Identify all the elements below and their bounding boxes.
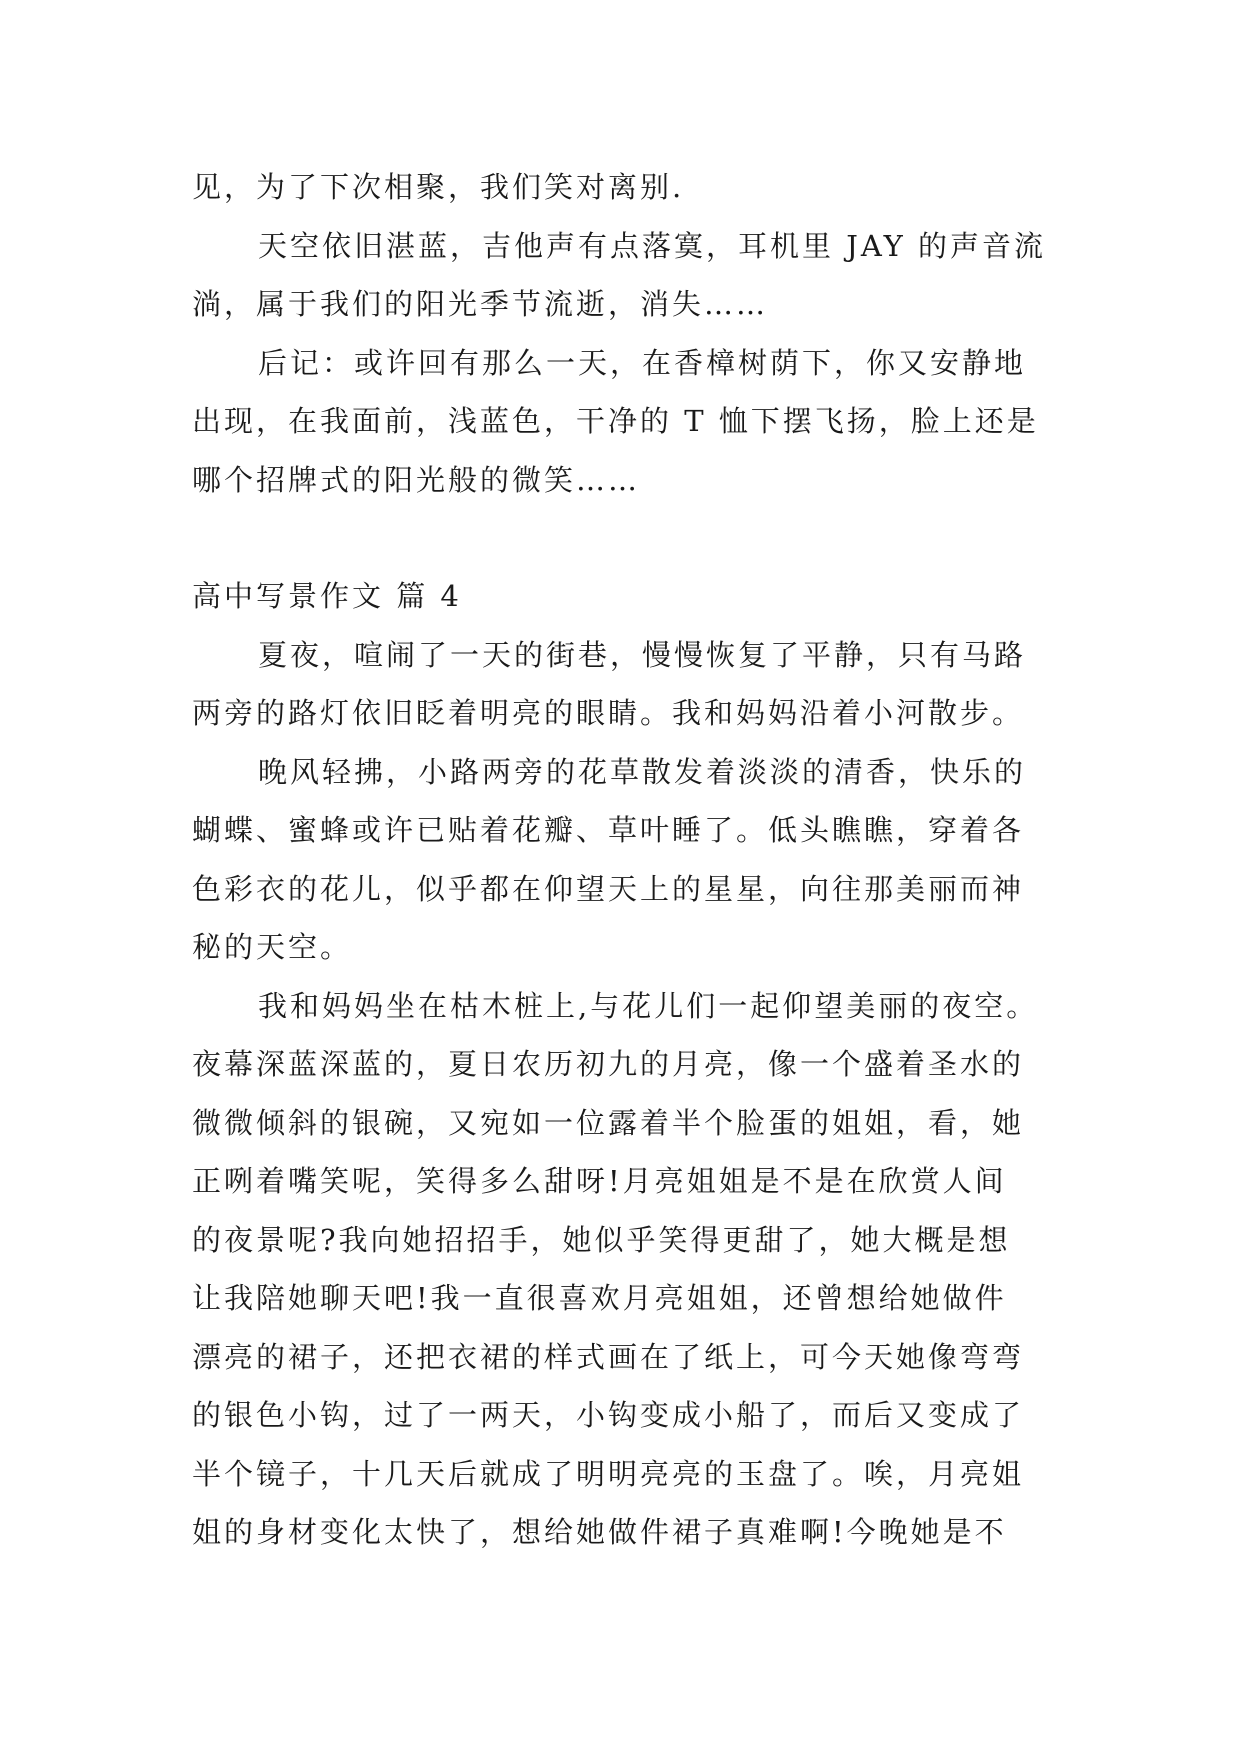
text-line: 淌，属于我们的阳光季节流逝，消失……	[192, 287, 769, 321]
paragraph-start-line: 天空依旧湛蓝，吉他声有点落寞，耳机里 JAY 的声音流	[258, 228, 1046, 263]
text-line: 出现，在我面前，浅蓝色，干净的 T 恤下摆飞扬，脸上还是	[192, 404, 1039, 438]
text-line: 的夜景呢?我向她招招手，她似乎笑得更甜了，她大概是想	[192, 1222, 1011, 1257]
section-title: 高中写景作文 篇 4	[192, 579, 462, 613]
text-line: 的银色小钩，过了一两天，小钩变成小船了，而后又变成了	[192, 1398, 1025, 1432]
text-line: 让我陪她聊天吧!我一直很喜欢月亮姐姐，还曾想给她做件	[192, 1281, 1007, 1315]
text-line: 色彩衣的花儿，似乎都在仰望天上的星星，向往那美丽而神	[192, 871, 1025, 906]
paragraph-start-line: 后记：或许回有那么一天，在香樟树荫下，你又安静地	[258, 345, 1027, 380]
document-body	[192, 158, 1072, 1562]
paragraph-start-line: 我和妈妈坐在枯木桩上,与花儿们一起仰望美丽的夜空。	[258, 988, 1039, 1023]
text-line: 两旁的路灯依旧眨着明亮的眼睛。我和妈妈沿着小河散步。	[192, 696, 1025, 730]
text-line: 漂亮的裙子，还把衣裙的样式画在了纸上，可今天她像弯弯	[192, 1339, 1025, 1374]
text-line: 秘的天空。	[192, 930, 353, 964]
text-line: 蝴蝶、蜜蜂或许已贴着花瓣、草叶睡了。低头瞧瞧，穿着各	[192, 813, 1025, 847]
text-line: 夜幕深蓝深蓝的，夏日农历初九的月亮，像一个盛着圣水的	[192, 1047, 1025, 1081]
text-line: 半个镜子，十几天后就成了明明亮亮的玉盘了。唉，月亮姐	[192, 1456, 1025, 1491]
paragraph-start-line: 晚风轻拂，小路两旁的花草散发着淡淡的清香，快乐的	[258, 754, 1027, 789]
section-gap	[192, 509, 1072, 567]
text-line: 微微倾斜的银碗，又宛如一位露着半个脸蛋的姐姐，看，她	[192, 1105, 1025, 1140]
text-line: 姐的身材变化太快了，想给她做件裙子真难啊!今晚她是不	[192, 1515, 1007, 1549]
text-line: 正咧着嘴笑呢，笑得多么甜呀!月亮姐姐是不是在欣赏人间	[192, 1164, 1007, 1198]
paragraph-start-line: 夏夜，喧闹了一天的街巷，慢慢恢复了平静，只有马路	[258, 637, 1027, 672]
text-line: 哪个招牌式的阳光般的微笑……	[192, 462, 641, 497]
text-line: 见，为了下次相聚，我们笑对离别.	[192, 170, 685, 204]
